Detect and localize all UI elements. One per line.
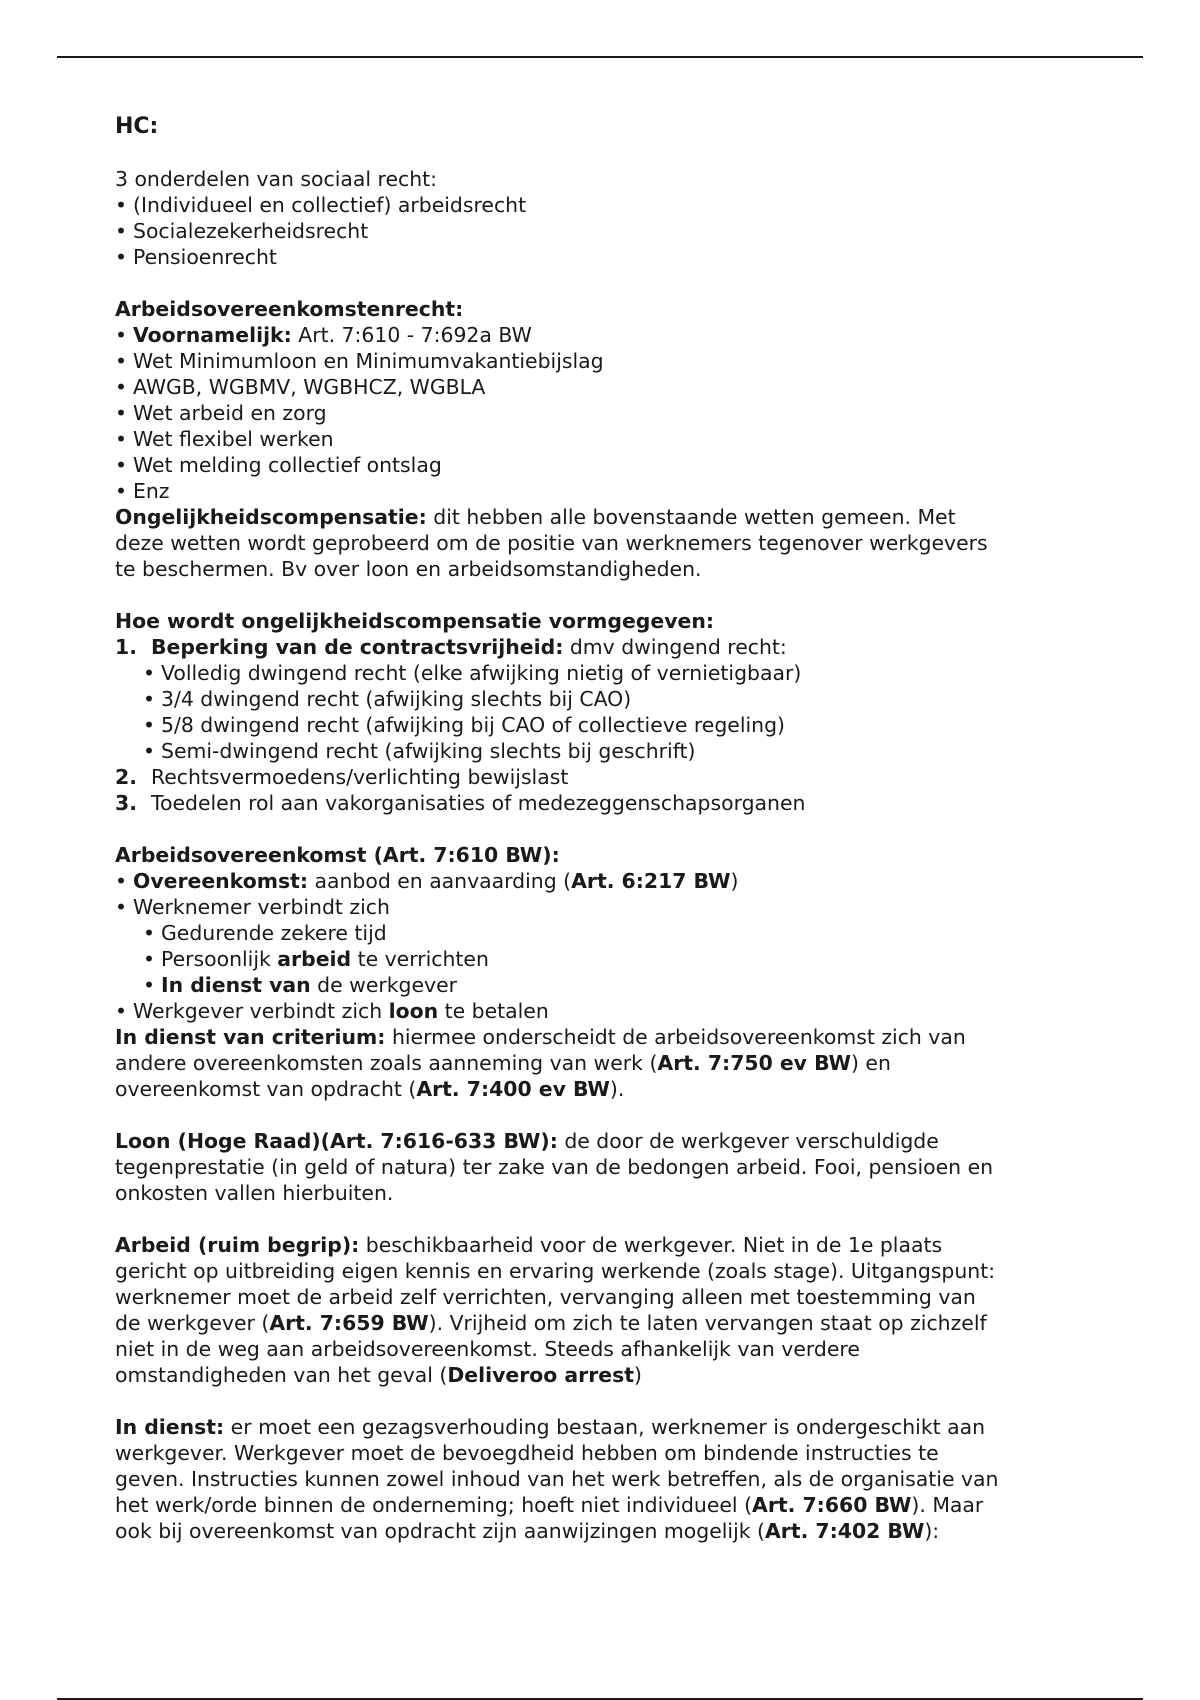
paragraph-line: de werkgever (Art. 7:659 BW). Vrijheid om zich te laten vervangen staat op zichzelf	[115, 1311, 987, 1335]
section-title: Arbeidsovereenkomst (Art. 7:610 BW):	[115, 843, 560, 867]
list-item: • Wet melding collectief ontslag	[115, 453, 442, 477]
bullet-icon: •	[115, 401, 128, 425]
numbered-item: 2. Rechtsvermoedens/verlichting bewijslast	[115, 765, 569, 789]
paragraph-line: gericht op uitbreiding eigen kennis en ervaring werkende (zoals stage). Uitgangspunt:	[115, 1259, 996, 1283]
bullet-icon: •	[143, 687, 156, 711]
paragraph-line: Loon (Hoge Raad)(Art. 7:616-633 BW): de door de werkgever verschuldigde	[115, 1129, 939, 1153]
list-item: • Werkgever verbindt zich loon te betalen	[115, 999, 549, 1023]
section-title: Arbeidsovereenkomstenrecht:	[115, 297, 464, 321]
bullet-icon: •	[115, 323, 128, 347]
document-page	[115, 112, 1105, 1570]
sub-list-item: • 3/4 dwingend recht (afwijking slechts bij CAO)	[143, 687, 632, 711]
list-item: • Socialezekerheidsrecht	[115, 219, 369, 243]
bullet-icon: •	[115, 245, 128, 269]
compensatie-paragraph: Ongelijkheidscompensatie: dit hebben alle bovenstaande wetten gemeen. Met	[115, 505, 956, 529]
sub-list-item: • Volledig dwingend recht (elke afwijking nietig of vernietigbaar)	[143, 661, 802, 685]
bullet-icon: •	[143, 947, 156, 971]
list-item: • Wet Minimumloon en Minimumvakantiebijslag	[115, 349, 604, 373]
list-item: • Wet arbeid en zorg	[115, 401, 327, 425]
bullet-icon: •	[115, 869, 128, 893]
list-item: • Enz	[115, 479, 170, 503]
bullet-icon: •	[143, 739, 156, 763]
paragraph-line: werkgever. Werkgever moet de bevoegdheid hebben om bindende instructies te	[115, 1441, 939, 1465]
paragraph-line: In dienst: er moet een gezagsverhouding bestaan, werknemer is ondergeschikt aan	[115, 1415, 986, 1439]
sociaal-recht-section	[115, 166, 1105, 270]
bullet-icon: •	[115, 375, 128, 399]
list-item: • Voornamelijk: Art. 7:610 - 7:692a BW	[115, 323, 532, 347]
paragraph-line: onkosten vallen hierbuiten.	[115, 1181, 394, 1205]
paragraph-line: omstandigheden van het geval (Deliveroo arrest)	[115, 1363, 642, 1387]
paragraph-line: andere overeenkomsten zoals aanneming van werk (Art. 7:750 ev BW) en	[115, 1051, 891, 1075]
bullet-icon: •	[115, 219, 128, 243]
bullet-icon: •	[115, 999, 128, 1023]
list-item: • Wet flexibel werken	[115, 427, 334, 451]
section-title: Hoe wordt ongelijkheidscompensatie vormgegeven:	[115, 609, 714, 633]
bullet-icon: •	[115, 453, 128, 477]
loon-section	[115, 1128, 1105, 1206]
arbeidsovereenkomstenrecht-section	[115, 296, 1105, 582]
bullet-icon: •	[143, 713, 156, 737]
list-item: • AWGB, WGBMV, WGBHCZ, WGBLA	[115, 375, 486, 399]
bullet-icon: •	[115, 349, 128, 373]
sociaal-intro: 3 onderdelen van sociaal recht:	[115, 167, 438, 191]
sub-list-item: • Gedurende zekere tijd	[143, 921, 387, 945]
bullet-icon: •	[115, 427, 128, 451]
paragraph-line: ook bij overeenkomst van opdracht zijn aanwijzingen mogelijk (Art. 7:402 BW):	[115, 1519, 940, 1543]
paragraph-line: geven. Instructies kunnen zowel inhoud van het werk betreffen, als de organisatie van	[115, 1467, 999, 1491]
sub-list-item: • Semi-dwingend recht (afwijking slechts bij geschrift)	[143, 739, 696, 763]
paragraph-line: tegenprestatie (in geld of natura) ter zake van de bedongen arbeid. Fooi, pensioen en	[115, 1155, 994, 1179]
bullet-icon: •	[143, 973, 156, 997]
sub-list-item: • In dienst van de werkgever	[143, 973, 458, 997]
numbered-item: 1. Beperking van de contractsvrijheid: dmv dwingend recht:	[115, 635, 787, 659]
paragraph-line: deze wetten wordt geprobeerd om de positie van werknemers tegenover werkgevers	[115, 531, 988, 555]
sub-list-item: • Persoonlijk arbeid te verrichten	[143, 947, 489, 971]
paragraph-line: te beschermen. Bv over loon en arbeidsomstandigheden.	[115, 557, 702, 581]
bullet-icon: •	[115, 479, 128, 503]
paragraph-line: het werk/orde binnen de onderneming; hoeft niet individueel (Art. 7:660 BW). Maar	[115, 1493, 984, 1517]
list-item: • Pensioenrecht	[115, 245, 277, 269]
paragraph-line: Arbeid (ruim begrip): beschikbaarheid voor de werkgever. Niet in de 1e plaats	[115, 1233, 943, 1257]
bullet-icon: •	[143, 921, 156, 945]
paragraph-line: werknemer moet de arbeid zelf verrichten, vervanging alleen met toestemming van	[115, 1285, 976, 1309]
paragraph-line: niet in de weg aan arbeidsovereenkomst. Steeds afhankelijk van verdere	[115, 1337, 860, 1361]
bullet-icon: •	[143, 661, 156, 685]
arbeid-section	[115, 1232, 1105, 1388]
bullet-icon: •	[115, 895, 128, 919]
vormgeving-section	[115, 608, 1105, 816]
list-item: • Werknemer verbindt zich	[115, 895, 390, 919]
paragraph-line: overeenkomst van opdracht (Art. 7:400 ev BW).	[115, 1077, 625, 1101]
numbered-item: 3. Toedelen rol aan vakorganisaties of medezeggenschapsorganen	[115, 791, 806, 815]
arbeidsovereenkomst-section	[115, 842, 1105, 1102]
list-item: • (Individueel en collectief) arbeidsrecht	[115, 193, 527, 217]
sub-list-item: • 5/8 dwingend recht (afwijking bij CAO of collectieve regeling)	[143, 713, 785, 737]
bullet-icon: •	[115, 193, 128, 217]
in-dienst-section	[115, 1414, 1105, 1544]
criterium-paragraph: In dienst van criterium: hiermee onderscheidt de arbeidsovereenkomst zich van	[115, 1025, 966, 1049]
page-heading: HC:	[115, 114, 159, 139]
top-rule	[57, 56, 1143, 58]
list-item: • Overeenkomst: aanbod en aanvaarding (Art. 6:217 BW)	[115, 869, 739, 893]
